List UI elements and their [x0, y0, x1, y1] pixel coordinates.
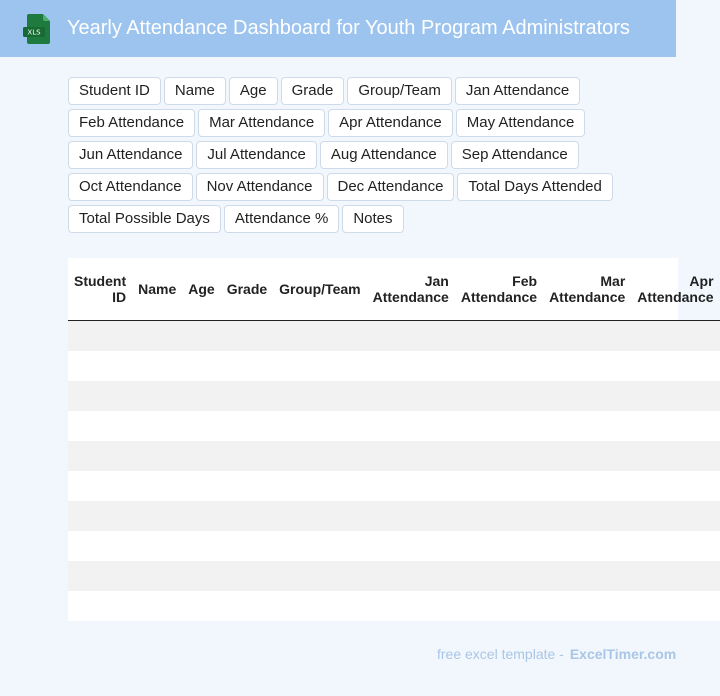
table-cell[interactable]	[221, 501, 273, 531]
table-row	[68, 320, 720, 351]
table-cell[interactable]	[182, 591, 220, 621]
table-cell[interactable]	[132, 591, 182, 621]
field-chip[interactable]: Sep Attendance	[451, 141, 579, 169]
field-chip[interactable]: Grade	[281, 77, 345, 105]
field-chip[interactable]: Group/Team	[347, 77, 452, 105]
column-header[interactable]: Grade	[221, 258, 273, 320]
table-cell[interactable]	[273, 351, 366, 381]
table-cell[interactable]	[132, 351, 182, 381]
table-cell[interactable]	[273, 411, 366, 441]
table-cell[interactable]	[273, 561, 366, 591]
table-cell[interactable]	[367, 471, 455, 501]
table-cell[interactable]	[182, 320, 220, 351]
column-header[interactable]: Student ID	[68, 258, 132, 320]
table-cell[interactable]	[455, 441, 543, 471]
table-cell[interactable]	[631, 501, 719, 531]
xls-file-icon	[23, 14, 51, 44]
table-cell[interactable]	[631, 381, 719, 411]
table-row	[68, 501, 720, 531]
column-header[interactable]: Name	[132, 258, 182, 320]
table-cell[interactable]	[455, 381, 543, 411]
table-cell[interactable]	[221, 561, 273, 591]
field-chip[interactable]: Feb Attendance	[68, 109, 195, 137]
table-cell[interactable]	[367, 411, 455, 441]
table-cell[interactable]	[273, 531, 366, 561]
table-cell[interactable]	[455, 351, 543, 381]
field-chip[interactable]: Apr Attendance	[328, 109, 453, 137]
field-chip[interactable]: Oct Attendance	[68, 173, 193, 201]
table-cell[interactable]	[132, 320, 182, 351]
table-cell[interactable]	[631, 320, 719, 351]
table-row	[68, 471, 720, 501]
table-cell[interactable]	[221, 441, 273, 471]
table-cell[interactable]	[132, 471, 182, 501]
page-title: Yearly Attendance Dashboard for Youth Program Administrators	[67, 17, 630, 39]
table-cell[interactable]	[132, 441, 182, 471]
table-cell[interactable]	[182, 561, 220, 591]
table-cell[interactable]	[273, 471, 366, 501]
table-row	[68, 531, 720, 561]
table-cell[interactable]	[543, 441, 631, 471]
table-cell[interactable]	[182, 531, 220, 561]
table-cell[interactable]	[543, 320, 631, 351]
table-row	[68, 381, 720, 411]
field-chip[interactable]: Total Days Attended	[457, 173, 612, 201]
table-cell[interactable]	[455, 591, 543, 621]
field-chip[interactable]: Notes	[342, 205, 403, 233]
table-cell[interactable]	[132, 381, 182, 411]
field-chip[interactable]: Jun Attendance	[68, 141, 193, 169]
table-cell[interactable]	[543, 531, 631, 561]
table-cell[interactable]	[221, 531, 273, 561]
column-header[interactable]: Apr Attendance	[631, 258, 719, 320]
table-cell[interactable]	[367, 381, 455, 411]
field-chip[interactable]: Jan Attendance	[455, 77, 580, 105]
table-cell[interactable]	[182, 441, 220, 471]
table-cell[interactable]	[631, 411, 719, 441]
column-header[interactable]: Age	[182, 258, 220, 320]
table-cell[interactable]	[631, 351, 719, 381]
table-row	[68, 591, 720, 621]
table-cell[interactable]	[455, 561, 543, 591]
field-chip[interactable]: Total Possible Days	[68, 205, 221, 233]
table-cell[interactable]	[273, 381, 366, 411]
table-cell[interactable]	[631, 471, 719, 501]
table-cell[interactable]	[68, 501, 132, 531]
footer-credit	[437, 646, 676, 662]
field-chip[interactable]: Attendance %	[224, 205, 339, 233]
field-chip[interactable]: Dec Attendance	[327, 173, 455, 201]
table-row	[68, 561, 720, 591]
table-cell[interactable]	[367, 320, 455, 351]
table-cell[interactable]	[367, 441, 455, 471]
table-cell[interactable]	[367, 351, 455, 381]
field-chip[interactable]: Name	[164, 77, 226, 105]
table-row	[68, 411, 720, 441]
table-cell[interactable]	[68, 441, 132, 471]
footer-prefix: free excel template -	[437, 646, 564, 662]
table-cell[interactable]	[543, 471, 631, 501]
table-cell[interactable]	[631, 531, 719, 561]
table-cell[interactable]	[221, 320, 273, 351]
table-cell[interactable]	[631, 441, 719, 471]
table-cell[interactable]	[182, 351, 220, 381]
table-cell[interactable]	[543, 591, 631, 621]
table-cell[interactable]	[68, 531, 132, 561]
field-chip-list	[68, 77, 628, 233]
table-cell[interactable]	[68, 591, 132, 621]
table-cell[interactable]	[68, 381, 132, 411]
table-cell[interactable]	[273, 591, 366, 621]
field-chip[interactable]: Nov Attendance	[196, 173, 324, 201]
table-cell[interactable]	[273, 501, 366, 531]
table-cell[interactable]	[221, 591, 273, 621]
table-cell[interactable]	[182, 501, 220, 531]
table-cell[interactable]	[68, 561, 132, 591]
field-chip[interactable]: Jul Attendance	[196, 141, 316, 169]
table-cell[interactable]	[182, 381, 220, 411]
table-row	[68, 441, 720, 471]
field-chip[interactable]: Age	[229, 77, 278, 105]
table-cell[interactable]	[132, 561, 182, 591]
table-row	[68, 351, 720, 381]
table-cell[interactable]	[273, 320, 366, 351]
table-cell[interactable]	[455, 320, 543, 351]
table-cell[interactable]	[367, 531, 455, 561]
table-cell[interactable]	[68, 411, 132, 441]
xls-icon-label: XLS	[27, 28, 41, 37]
table-cell[interactable]	[68, 320, 132, 351]
table-cell[interactable]	[455, 411, 543, 441]
field-chip[interactable]: Aug Attendance	[320, 141, 448, 169]
table-cell[interactable]	[367, 501, 455, 531]
table-cell[interactable]	[132, 531, 182, 561]
table-header-row	[68, 258, 720, 320]
attendance-table	[68, 258, 720, 621]
header-bar	[0, 0, 676, 57]
table-cell[interactable]	[543, 351, 631, 381]
table-cell[interactable]	[221, 471, 273, 501]
table-cell[interactable]	[543, 381, 631, 411]
field-chip[interactable]: May Attendance	[456, 109, 586, 137]
table-cell[interactable]	[455, 531, 543, 561]
footer-brand-link[interactable]: ExcelTimer.com	[569, 646, 677, 662]
table-cell[interactable]	[455, 501, 543, 531]
column-header[interactable]: Group/Team	[273, 258, 366, 320]
table-cell[interactable]	[543, 501, 631, 531]
table-cell[interactable]	[68, 471, 132, 501]
table-cell[interactable]	[221, 381, 273, 411]
table-cell[interactable]	[221, 351, 273, 381]
column-header[interactable]: Feb Attendance	[455, 258, 543, 320]
table-cell[interactable]	[631, 591, 719, 621]
attendance-table-container[interactable]	[68, 258, 714, 621]
table-cell[interactable]	[132, 411, 182, 441]
table-cell[interactable]	[132, 501, 182, 531]
table-cell[interactable]	[68, 351, 132, 381]
table-cell[interactable]	[367, 561, 455, 591]
column-header[interactable]: Jan Attendance	[367, 258, 455, 320]
table-cell[interactable]	[455, 471, 543, 501]
field-chip[interactable]: Student ID	[68, 77, 161, 105]
table-cell[interactable]	[182, 471, 220, 501]
table-cell[interactable]	[182, 411, 220, 441]
table-cell[interactable]	[367, 591, 455, 621]
table-cell[interactable]	[631, 561, 719, 591]
table-cell[interactable]	[543, 411, 631, 441]
table-cell[interactable]	[543, 561, 631, 591]
table-cell[interactable]	[273, 441, 366, 471]
field-chip[interactable]: Mar Attendance	[198, 109, 325, 137]
table-cell[interactable]	[221, 411, 273, 441]
column-header[interactable]: Mar Attendance	[543, 258, 631, 320]
